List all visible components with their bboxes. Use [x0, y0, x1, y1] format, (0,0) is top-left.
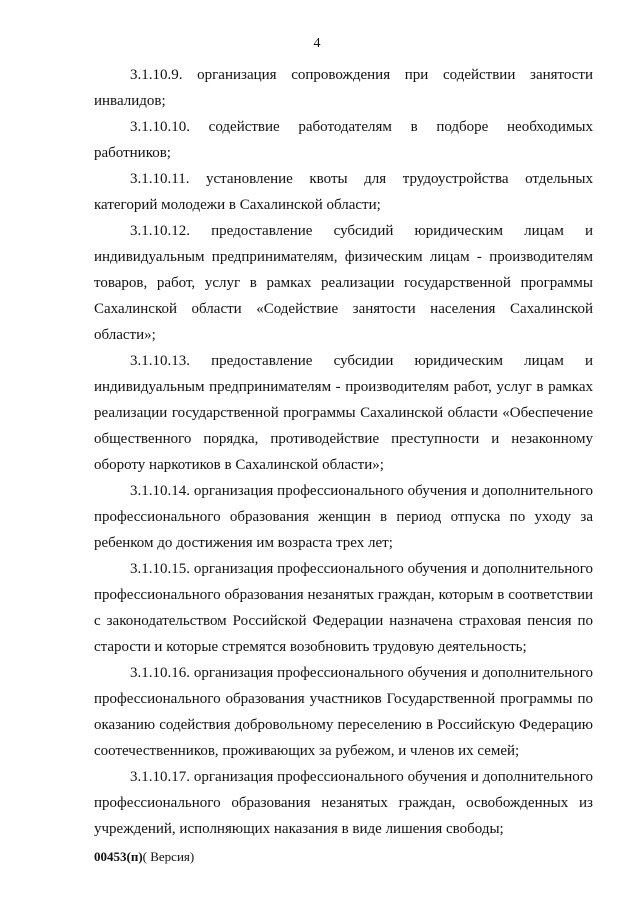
- paragraph-3-1-10-11: 3.1.10.11. установление квоты для трудоустройства отдельных категорий молодежи в Сахалинской области;: [94, 171, 593, 213]
- paragraph-3-1-10-17: 3.1.10.17. организация профессионального обучения и дополнительного профессионального образования незанятых граждан, освобожденных из учреждений, исполняющих наказания в виде лишения свободы;: [94, 769, 593, 837]
- paragraph-3-1-10-15: 3.1.10.15. организация профессионального обучения и дополнительного профессионального образования незанятых граждан, которым в соответствии с законодательством Российской Федерации назначена страховая пенсия по старости и которые стремятся возобновить трудовую деятельность;: [94, 561, 593, 655]
- paragraph-3-1-10-16: 3.1.10.16. организация профессионального обучения и дополнительного профессионального образования участников Государственной программы по оказанию содействия добровольному переселению в Российскую Федерацию соотечественников, проживающих за рубежом, и членов их семей;: [94, 665, 593, 759]
- page-number: 4: [313, 36, 321, 51]
- document-code: 00453(п): [94, 849, 143, 864]
- paragraph-3-1-10-13: 3.1.10.13. предоставление субсидии юридическим лицам и индивидуальным предпринимателям - производителям работ, услуг в рамках реализации государственной программы Сахалинской области «Обеспечение общественного порядка, противодействие преступности и незаконному обороту наркотиков в Сахалинской области»;: [94, 353, 593, 473]
- document-version: ( Версия): [142, 849, 195, 864]
- document-body: [94, 62, 593, 842]
- document-footer: [94, 849, 194, 865]
- paragraph-3-1-10-12: 3.1.10.12. предоставление субсидий юридическим лицам и индивидуальным предпринимателям, физическим лицам - производителям товаров, работ, услуг в рамках реализации государственной программы Сахалинской области «Содействие занятости населения Сахалинской области»;: [94, 223, 593, 343]
- paragraph-3-1-10-9: 3.1.10.9. организация сопровождения при содействии занятости инвалидов;: [94, 67, 593, 109]
- paragraph-3-1-10-10: 3.1.10.10. содействие работодателям в подборе необходимых работников;: [94, 119, 593, 161]
- paragraph-3-1-10-14: 3.1.10.14. организация профессионального обучения и дополнительного профессионального образования женщин в период отпуска по уходу за ребенком до достижения им возраста трех лет;: [94, 483, 593, 551]
